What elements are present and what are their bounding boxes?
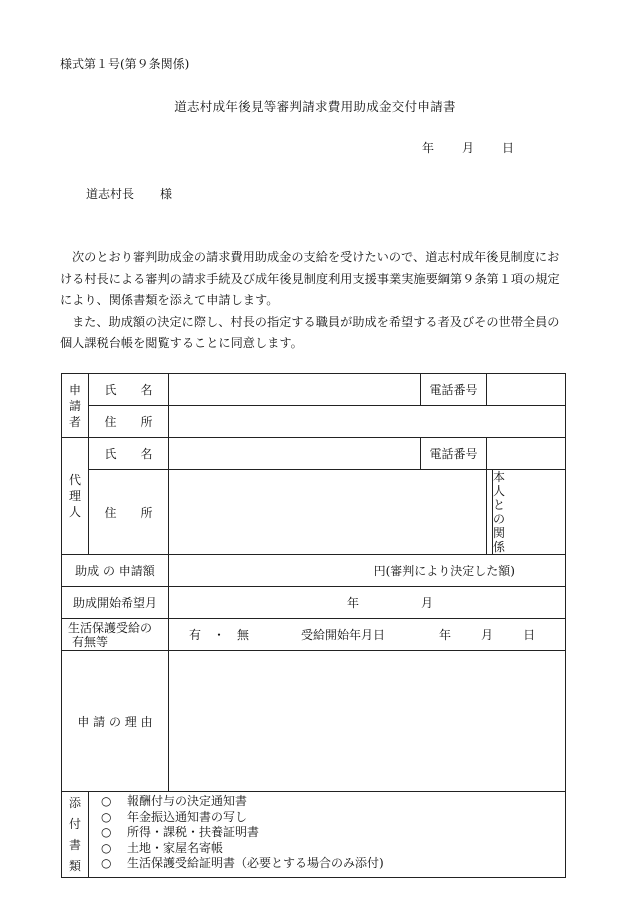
applicant-name-field[interactable] <box>169 374 421 406</box>
agent-phone-label: 電話番号 <box>421 438 487 470</box>
agent-phone-field[interactable] <box>487 438 566 470</box>
agent-relation-label: 本人と の関係 <box>487 470 493 555</box>
applicant-address-field[interactable] <box>169 406 566 438</box>
applicant-name-label: 氏 名 <box>89 374 169 406</box>
circle-bullet-icon: ○ <box>101 809 112 824</box>
date-month: 月 <box>462 141 475 155</box>
attachment-item: ○ 年金振込通知書の写し <box>101 809 248 824</box>
amount-field[interactable] <box>169 555 566 587</box>
circle-bullet-icon: ○ <box>101 840 112 855</box>
application-form-table <box>61 373 566 878</box>
addressee <box>86 185 172 202</box>
date-day: 日 <box>502 141 515 155</box>
attachment-item: ○ 生活保護受給証明書（必要とする場合のみ添付) <box>101 856 384 870</box>
circle-bullet-icon: ○ <box>101 856 112 870</box>
attachment-item: ○ 土地・家屋名寄帳 <box>101 840 224 855</box>
welfare-yes-no[interactable]: 有 ・ 無 <box>189 628 250 642</box>
agent-address-field[interactable] <box>169 470 487 555</box>
agent-name-field[interactable] <box>169 438 421 470</box>
welfare-month: 月 <box>481 628 494 642</box>
applicant-label: 申 請 者 <box>62 374 89 438</box>
start-month-month: 月 <box>421 596 434 610</box>
welfare-day: 日 <box>523 628 536 642</box>
agent-label: 代 理 人 <box>62 438 89 555</box>
welfare-field[interactable] <box>169 619 566 651</box>
form-number: 様式第１号(第９条関係) <box>60 57 190 71</box>
applicant-address-label: 住 所 <box>89 406 169 438</box>
attachment-item: ○ 報酬付与の決定通知書 <box>101 794 248 808</box>
honorific: 様 <box>160 187 173 201</box>
attachments-label: 添 付 書 類 <box>62 792 89 878</box>
agent-address-label: 住 所 <box>89 470 169 555</box>
applicant-phone-field[interactable] <box>487 374 566 406</box>
start-month-year: 年 <box>347 596 360 610</box>
amount-label: 助成 の 申請額 <box>62 555 169 587</box>
paragraph-2: また、助成額の決定に際し、村長の指定する職員が助成を希望する者及びその世帯全員の個人課税台帳を閲覧することに同意します。 <box>60 314 560 350</box>
addressee-name: 道志村長 <box>86 187 135 201</box>
welfare-start-label: 受給開始年月日 <box>301 628 386 642</box>
welfare-year: 年 <box>439 628 452 642</box>
welfare-label: 生活保護受給の 有無等 <box>62 619 169 651</box>
paragraph-1: 次のとおり審判助成金の請求費用助成金の支給を受けたいので、道志村成年後見制度における村長による審判の請求手続及び成年後見制度利用支援事業実施要綱第９条第１項の規定により、関係書類を添えて申請します。 <box>60 250 560 307</box>
attachments-list <box>89 792 566 878</box>
body-text <box>60 247 570 355</box>
start-month-label: 助成開始希望月 <box>62 587 169 619</box>
date-line <box>422 139 514 156</box>
start-month-field[interactable] <box>169 587 566 619</box>
agent-name-label: 氏 名 <box>89 438 169 470</box>
date-year: 年 <box>422 141 435 155</box>
circle-bullet-icon: ○ <box>101 794 112 808</box>
reason-label: 申 請 の 理 由 <box>62 651 169 792</box>
document-title: 道志村成年後見等審判請求費用助成金交付申請書 <box>174 99 456 114</box>
amount-unit-note: 円(審判により決定した額) <box>373 564 515 578</box>
circle-bullet-icon: ○ <box>101 825 112 839</box>
attachment-item: ○ 所得・課税・扶養証明書 <box>101 825 260 839</box>
reason-field[interactable] <box>169 651 566 792</box>
applicant-phone-label: 電話番号 <box>421 374 487 406</box>
